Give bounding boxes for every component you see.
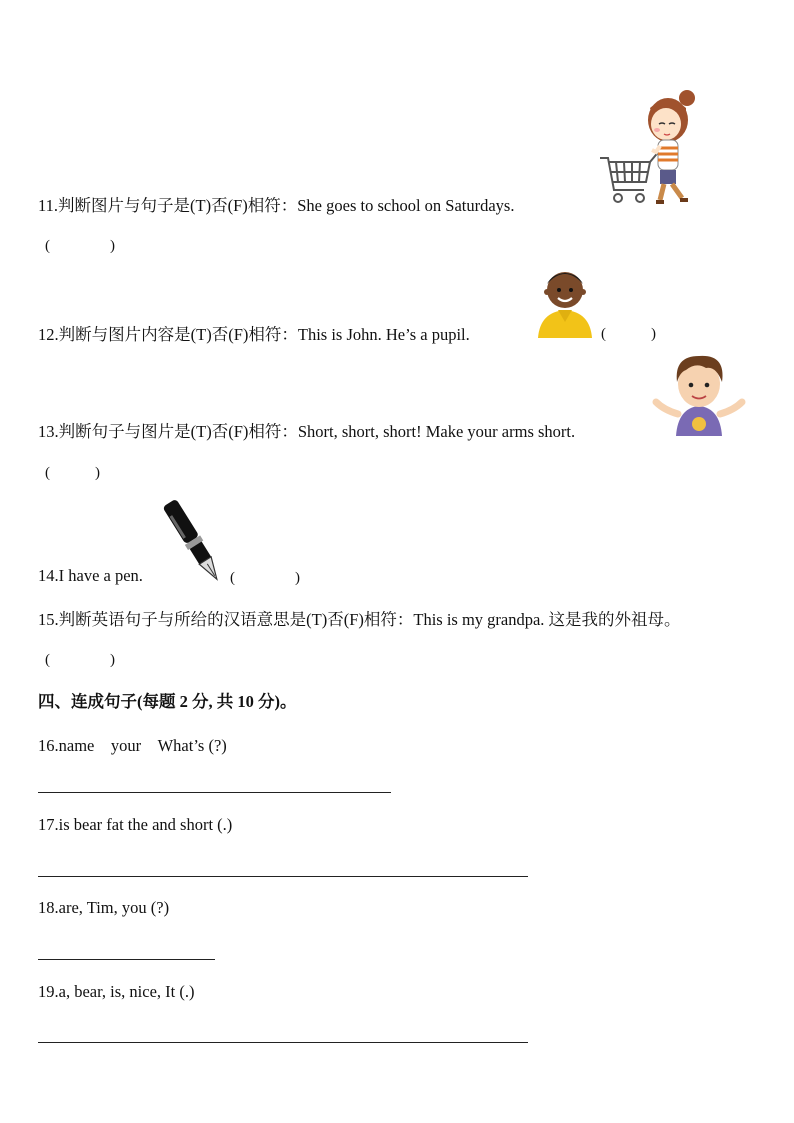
answer-line-17[interactable] (38, 876, 528, 877)
answer-paren-12[interactable]: ( ) (601, 326, 656, 342)
boy-john-picture (534, 266, 596, 338)
answer-paren-11[interactable]: ( ) (45, 238, 115, 254)
question-text: I have a pen. (58, 566, 143, 585)
question-18 (38, 898, 169, 918)
boy-shrugging-picture (650, 352, 748, 436)
answer-paren-15[interactable]: ( ) (45, 652, 115, 668)
question-text: 判断与图片内容是(T)否(F)相符：This is John. He’s a pupil. (58, 325, 470, 344)
answer-line-16[interactable] (38, 792, 391, 793)
fountain-pen-picture (160, 498, 226, 584)
question-text: 判断图片与句子是(T)否(F)相符：She goes to school on Saturdays. (58, 196, 515, 215)
girl-figure (648, 90, 695, 202)
question-number: 13. (38, 422, 59, 441)
question-text: 判断句子与图片是(T)否(F)相符：Short, short, short! Make your arms short. (58, 422, 576, 441)
question-number: 16. (38, 736, 59, 755)
question-number: 15. (38, 610, 59, 629)
question-text: a, bear, is, nice, It (.) (58, 982, 195, 1001)
question-14 (38, 566, 143, 586)
question-number: 17. (38, 815, 59, 834)
section-heading: 四、连成句子(每题 2 分, 共 10 分)。 (38, 692, 297, 711)
answer-line-19[interactable] (38, 1042, 528, 1043)
answer-paren-13[interactable]: ( ) (45, 465, 100, 481)
question-number: 12. (38, 325, 59, 344)
question-16 (38, 732, 227, 756)
question-number: 18. (38, 898, 59, 917)
question-number: 11. (38, 196, 59, 215)
answer-line-18[interactable] (38, 959, 215, 960)
answer-paren-14[interactable]: ( ) (230, 570, 300, 586)
shopping-cart-icon (600, 150, 660, 202)
question-number: 19. (38, 982, 59, 1001)
question-text: name your What’s (?) (58, 736, 227, 755)
question-13 (38, 418, 575, 442)
question-11 (38, 192, 514, 216)
question-text: are, Tim, you (?) (58, 898, 170, 917)
question-17 (38, 815, 232, 835)
girl-with-cart-picture (596, 86, 706, 208)
question-text: is bear fat the and short (.) (58, 815, 233, 834)
question-12 (38, 321, 470, 345)
question-15 (38, 606, 681, 630)
question-number: 14. (38, 566, 59, 585)
question-19 (38, 982, 194, 1002)
question-text: 判断英语句子与所给的汉语意思是(T)否(F)相符：This is my grandpa. 这是我的外祖母。 (58, 610, 681, 629)
